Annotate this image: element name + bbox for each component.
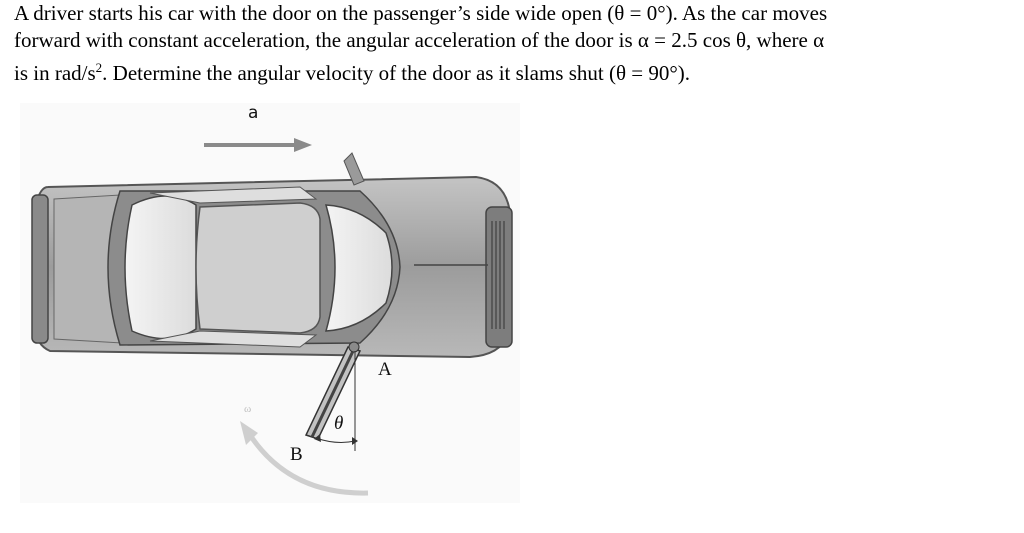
acceleration-label: a xyxy=(248,103,259,123)
problem-line-3-start: is in rad/s xyxy=(14,61,96,85)
car-illustration xyxy=(0,95,560,515)
problem-line-3-end: . Determine the angular velocity of the door as it slams shut (θ = 90°). xyxy=(102,61,690,85)
door-end-label: B xyxy=(290,444,303,465)
angle-label: θ xyxy=(334,413,344,434)
problem-statement xyxy=(14,0,1014,87)
problem-line-2: forward with constant acceleration, the angular acceleration of the door is α = 2.5 cos θ, where α xyxy=(14,28,825,52)
problem-line-1: A driver starts his car with the door on the passenger’s side wide open (θ = 0°). As the car moves xyxy=(14,1,828,25)
hinge-label: A xyxy=(378,359,392,380)
car-door-figure xyxy=(0,95,560,515)
omega-label: ω xyxy=(244,403,252,415)
problem-line-3 xyxy=(14,54,1014,87)
exponent: 2 xyxy=(95,60,103,75)
